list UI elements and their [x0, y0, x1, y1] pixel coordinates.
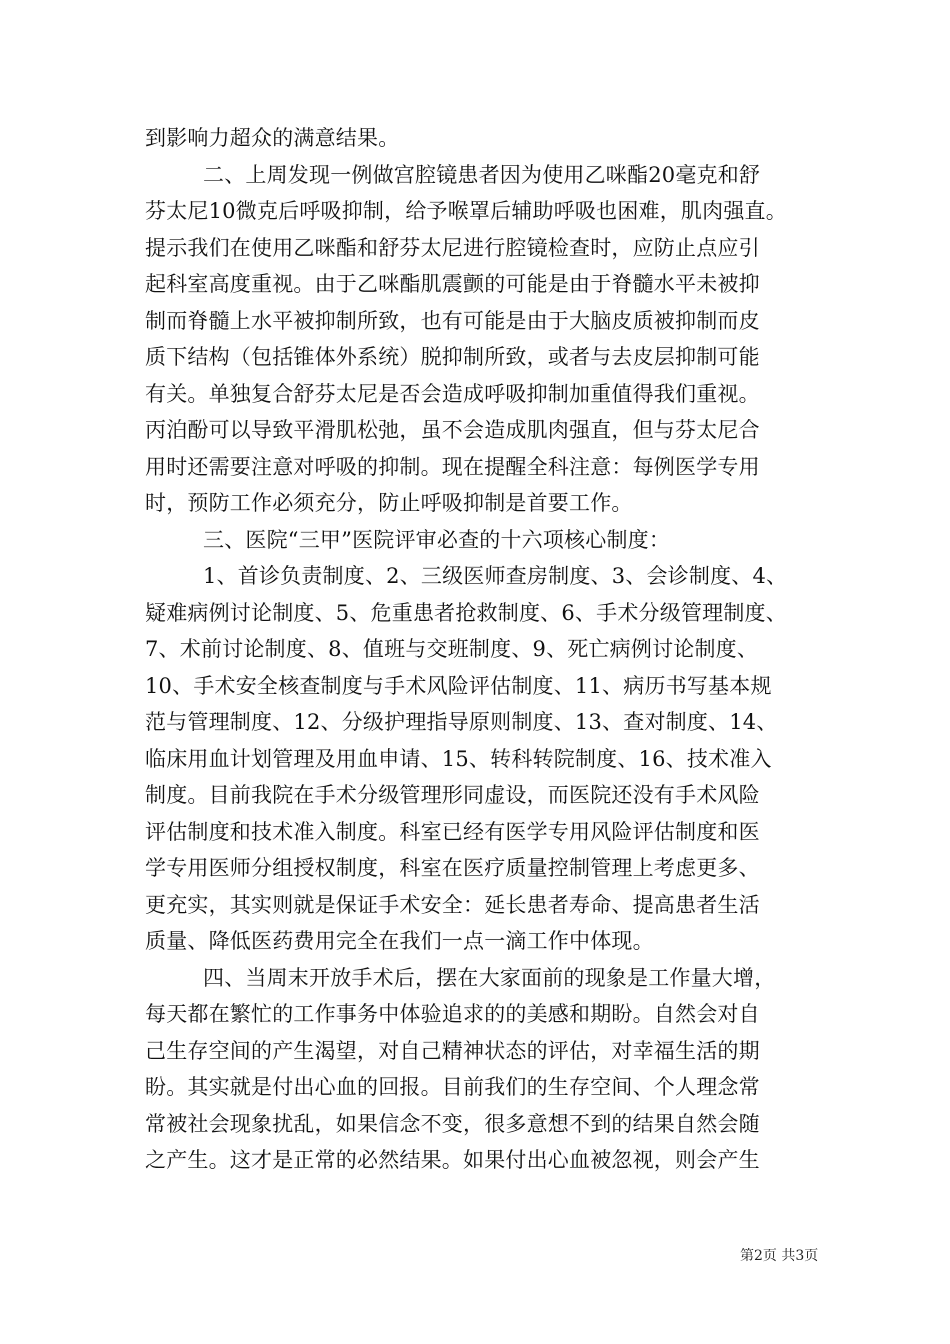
page-number: 第2页 共3页 [740, 1248, 819, 1264]
text-line: 有关。单独复合舒芬太尼是否会造成呼吸抑制加重值得我们重视。 [145, 381, 760, 406]
text-line: 到影响力超众的满意结果。 [145, 126, 400, 150]
text-line: 7、术前讨论制度、8、值班与交班制度、9、死亡病例讨论制度、 [145, 637, 759, 661]
text-line: 用时还需要注意对呼吸的抑制。现在提醒全科注意：每例医学专用 [145, 454, 760, 479]
text-line: 时，预防工作必须充分，防止呼吸抑制是首要工作。 [145, 491, 633, 515]
text-line: 三、医院“三甲”医院评审必查的十六项核心制度： [203, 527, 671, 552]
text-line: 评估制度和技术准入制度。科室已经有医学专用风险评估制度和医 [145, 819, 760, 844]
text-line: 芬太尼10微克后呼吸抑制，给予喉罩后辅助呼吸也困难，肌肉强直。 [145, 199, 787, 223]
text-line: 更充实，其实则就是保证手术安全：延长患者寿命、提高患者生活 [145, 892, 760, 917]
text-line: 范与管理制度、12、分级护理指导原则制度、13、查对制度、14、 [145, 710, 778, 734]
text-line: 二、上周发现一例做宫腔镜患者因为使用乙咪酯20毫克和舒 [203, 162, 761, 187]
text-line: 常被社会现象扰乱，如果信念不变，很多意想不到的结果自然会随 [145, 1111, 760, 1136]
text-line: 质量、降低医药费用完全在我们一点一滴工作中体现。 [145, 929, 654, 953]
text-line: 质下结构（包括锥体外系统）脱抑制所致，或者与去皮层抑制可能 [145, 345, 760, 369]
text-line: 学专用医师分组授权制度，科室在医疗质量控制管理上考虑更多、 [145, 856, 760, 880]
text-line: 临床用血计划管理及用血申请、15、转科转院制度、16、技术准入 [145, 746, 772, 771]
text-line: 盼。其实就是付出心血的回报。目前我们的生存空间、个人理念常 [145, 1075, 760, 1099]
text-line: 每天都在繁忙的工作事务中体验追求的的美感和期盼。自然会对自 [145, 1002, 760, 1026]
text-line: 丙泊酚可以导致平滑肌松弛，虽不会造成肌肉强直，但与芬太尼合 [145, 418, 760, 442]
text-line: 四、当周末开放手术后，摆在大家面前的现象是工作量大增， [203, 965, 776, 990]
text-line: 制度。目前我院在手术分级管理形同虚设，而医院还没有手术风险 [145, 783, 760, 807]
text-line: 1、首诊负责制度、2、三级医师查房制度、3、会诊制度、4、 [203, 564, 788, 588]
text-line: 提示我们在使用乙咪酯和舒芬太尼进行腔镜检查时，应防止点应引 [145, 235, 760, 260]
body-text [145, 120, 825, 1179]
text-line: 己生存空间的产生渴望，对自己精神状态的评估，对幸福生活的期 [145, 1038, 760, 1063]
text-line: 疑难病例讨论制度、5、危重患者抢救制度、6、手术分级管理制度、 [145, 600, 787, 625]
text-line: 起科室高度重视。由于乙咪酯肌震颤的可能是由于脊髓水平未被抑 [145, 272, 760, 296]
text-line: 制而脊髓上水平被抑制所致，也有可能是由于大脑皮质被抑制而皮 [145, 308, 760, 333]
text-line: 之产生。这才是正常的必然结果。如果付出心血被忽视，则会产生 [145, 1148, 760, 1172]
text-line: 10、手术安全核查制度与手术风险评估制度、11、病历书写基本规 [145, 673, 772, 698]
